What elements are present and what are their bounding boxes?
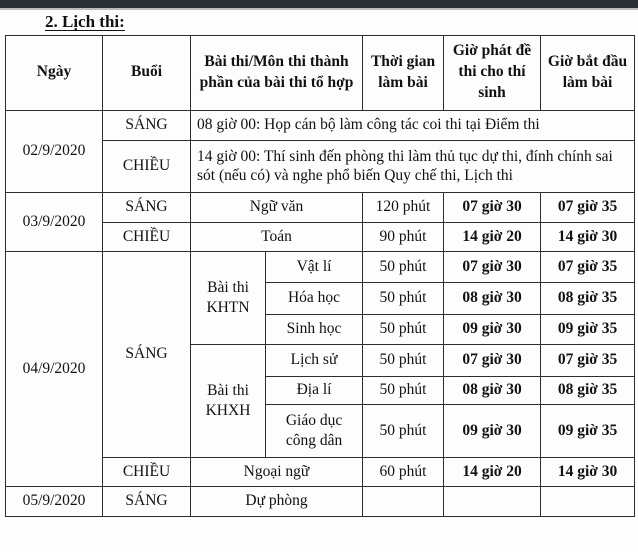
cell-handout-time: 08 giờ 30	[444, 376, 541, 404]
cell-start-time: 14 giờ 30	[541, 457, 635, 486]
cell-note: 14 giờ 00: Thí sinh đến phòng thi làm thủ tục dự thi, đính chính sai sót (nếu có) và nghe phổ biến Quy chế thi, Lịch thi	[191, 140, 635, 192]
cell-duration: 50 phút	[363, 376, 444, 404]
cell-session: CHIỀU	[103, 140, 191, 192]
cell-subject: Vật lí	[266, 251, 363, 282]
cell-start-time: 09 giờ 35	[541, 314, 635, 344]
col-header-date: Ngày	[6, 35, 103, 110]
cell-start-time: 08 giờ 35	[541, 282, 635, 314]
table-row	[6, 251, 635, 282]
cell-duration: 90 phút	[363, 222, 444, 251]
cell-start-time: 14 giờ 30	[541, 222, 635, 251]
window-top-strip	[0, 0, 638, 8]
table-row	[6, 486, 635, 516]
cell-date: 04/9/2020	[6, 251, 103, 486]
cell-subject: Dự phòng	[191, 486, 363, 516]
cell-date: 05/9/2020	[6, 486, 103, 516]
cell-start-time: 07 giờ 35	[541, 251, 635, 282]
cell-duration: 50 phút	[363, 344, 444, 376]
cell-handout-time: 09 giờ 30	[444, 404, 541, 457]
cell-duration: 50 phút	[363, 282, 444, 314]
col-header-start-time: Giờ bắt đầu làm bài	[541, 35, 635, 110]
cell-empty	[541, 486, 635, 516]
cell-subject: Hóa học	[266, 282, 363, 314]
cell-session: SÁNG	[103, 192, 191, 222]
cell-duration: 50 phút	[363, 314, 444, 344]
cell-empty	[363, 486, 444, 516]
col-header-exam: Bài thi/Môn thi thành phần của bài thi tổ hợp	[191, 35, 363, 110]
cell-subject: Lịch sử	[266, 344, 363, 376]
table-header-row	[6, 35, 635, 110]
table-row	[6, 192, 635, 222]
cell-session: CHIỀU	[103, 457, 191, 486]
cell-duration: 50 phút	[363, 404, 444, 457]
cell-subject: Địa lí	[266, 376, 363, 404]
cell-start-time: 07 giờ 35	[541, 192, 635, 222]
cell-duration: 120 phút	[363, 192, 444, 222]
cell-date: 02/9/2020	[6, 110, 103, 192]
cell-subject: Giáo dục công dân	[266, 404, 363, 457]
cell-subject: Ngoại ngữ	[191, 457, 363, 486]
cell-exam-group: Bài thi KHTN	[191, 251, 266, 344]
cell-handout-time: 07 giờ 30	[444, 192, 541, 222]
cell-note: 08 giờ 00: Họp cán bộ làm công tác coi thi tại Điểm thi	[191, 110, 635, 140]
cell-subject: Sinh học	[266, 314, 363, 344]
cell-handout-time: 14 giờ 20	[444, 457, 541, 486]
cell-duration: 50 phút	[363, 251, 444, 282]
col-header-handout-time: Giờ phát đề thi cho thí sinh	[444, 35, 541, 110]
exam-schedule-table	[5, 35, 635, 517]
col-header-session: Buổi	[103, 35, 191, 110]
cell-duration: 60 phút	[363, 457, 444, 486]
cell-session: CHIỀU	[103, 222, 191, 251]
table-row	[6, 110, 635, 140]
cell-session: SÁNG	[103, 251, 191, 457]
cell-session: SÁNG	[103, 110, 191, 140]
cell-handout-time: 07 giờ 30	[444, 251, 541, 282]
section-title: 2. Lịch thi:	[45, 12, 125, 31]
cell-handout-time: 14 giờ 20	[444, 222, 541, 251]
cell-start-time: 07 giờ 35	[541, 344, 635, 376]
cell-date: 03/9/2020	[6, 192, 103, 251]
cell-handout-time: 08 giờ 30	[444, 282, 541, 314]
cell-handout-time: 09 giờ 30	[444, 314, 541, 344]
col-header-duration: Thời gian làm bài	[363, 35, 444, 110]
cell-empty	[444, 486, 541, 516]
cell-subject: Toán	[191, 222, 363, 251]
cell-start-time: 08 giờ 35	[541, 376, 635, 404]
cell-session: SÁNG	[103, 486, 191, 516]
cell-subject: Ngữ văn	[191, 192, 363, 222]
cell-exam-group: Bài thi KHXH	[191, 344, 266, 457]
cell-handout-time: 07 giờ 30	[444, 344, 541, 376]
window-top-strip-edge	[0, 8, 638, 10]
cell-start-time: 09 giờ 35	[541, 404, 635, 457]
